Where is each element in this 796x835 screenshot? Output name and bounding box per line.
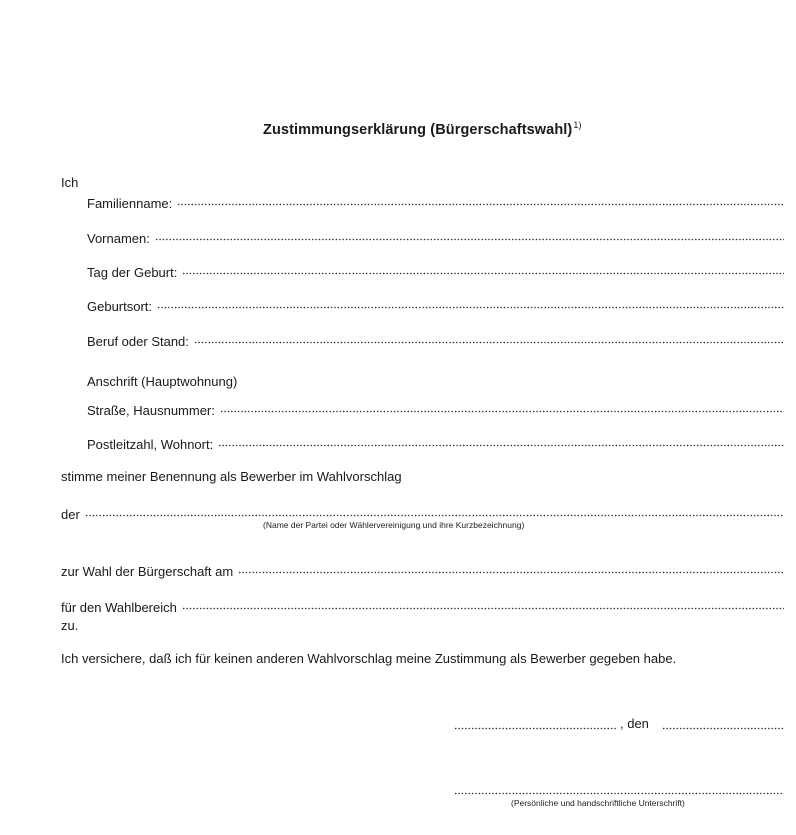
field-vornamen-dotted-line[interactable] [155,227,784,243]
field-wahl-datum[interactable] [61,560,784,580]
signature-hint: (Persönliche und handschriftliche Unterschrift) [511,798,685,808]
field-familienname-label: Familienname: [87,196,173,211]
field-geburtsort[interactable] [87,295,784,315]
field-geburtstag[interactable] [87,261,784,281]
zu-text: zu. [61,618,79,633]
title-footnote-marker: 1) [573,120,582,130]
document-title [263,120,582,138]
field-wahl-datum-dotted-line[interactable] [238,560,784,576]
place-date-separator: , den [620,716,649,731]
field-strasse[interactable] [87,399,784,419]
field-geburtsort-dotted-line[interactable] [157,295,784,311]
place-dotted-line[interactable] [454,727,616,731]
field-beruf-label: Beruf oder Stand: [87,334,189,349]
field-der-dotted-line[interactable] [85,503,784,519]
field-plz-ort-dotted-line[interactable] [218,433,784,449]
intro-ich: Ich [61,175,79,190]
field-familienname-dotted-line[interactable] [177,192,784,208]
field-wahlbereich[interactable] [61,596,784,616]
field-geburtstag-dotted-line[interactable] [182,261,784,277]
field-familienname[interactable] [87,192,784,212]
field-geburtstag-label: Tag der Geburt: [87,265,178,280]
field-geburtsort-label: Geburtsort: [87,299,153,314]
title-text: Zustimmungserklärung (Bürgerschaftswahl) [263,121,573,138]
field-wahlbereich-dotted-line[interactable] [182,596,784,612]
der-hint: (Name der Partei oder Wählervereinigung und ihre Kurzbezeichnung) [263,520,525,530]
anschrift-heading: Anschrift (Hauptwohnung) [87,374,238,389]
date-dotted-line[interactable] [662,727,784,731]
consent-text: stimme meiner Benennung als Bewerber im Wahlvorschlag [61,469,402,484]
field-wahl-datum-label: zur Wahl der Bürgerschaft am [61,564,234,579]
field-vornamen[interactable] [87,227,784,247]
field-strasse-label: Straße, Hausnummer: [87,403,215,418]
field-plz-ort-label: Postleitzahl, Wohnort: [87,437,214,452]
field-plz-ort[interactable] [87,433,784,453]
field-beruf[interactable] [87,330,784,350]
field-der-label: der [61,507,80,522]
field-beruf-dotted-line[interactable] [194,330,784,346]
field-strasse-dotted-line[interactable] [220,399,784,415]
field-vornamen-label: Vornamen: [87,231,150,246]
assurance-text: Ich versichere, daß ich für keinen anderen Wahlvorschlag meine Zustimmung als Bewerber gegeben habe. [61,651,677,666]
signature-dotted-line[interactable] [454,792,784,796]
field-wahlbereich-label: für den Wahlbereich [61,600,177,615]
